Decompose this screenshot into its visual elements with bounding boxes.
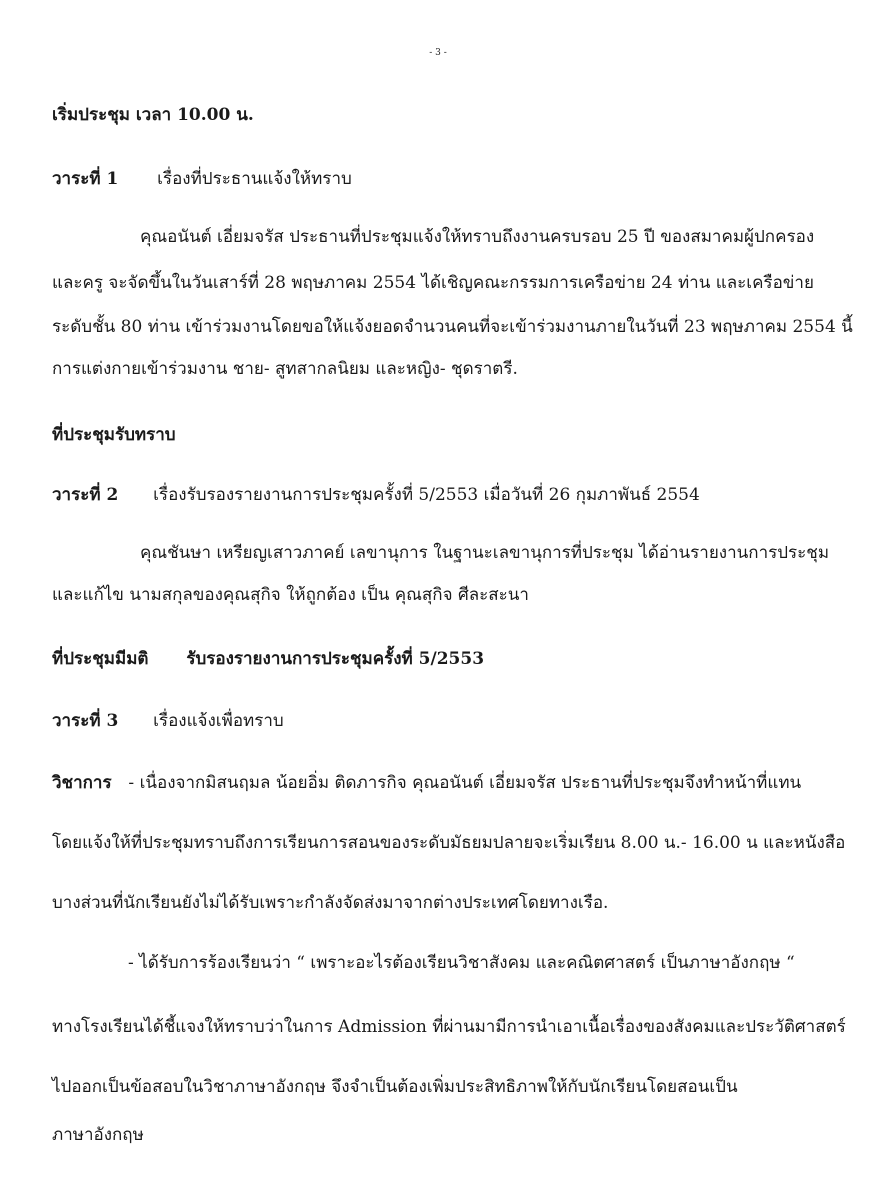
agenda-3-title: เรื่องแจ้งเพื่อทราบ (153, 711, 284, 731)
agenda-1-line-3: ระดับชั้น 80 ท่าน เข้าร่วมงานโดยขอให้แจ้งยอดจำนวนคนที่จะเข้าร่วมงานภายในวันที่ 23 พฤษภาคม 2554 นี้ (52, 317, 853, 337)
agenda-1-title: เรื่องที่ประธานแจ้งให้ทราบ (157, 169, 352, 189)
agenda-2-resolution-text: รับรองรายงานการประชุมครั้งที่ 5/2553 (186, 649, 485, 669)
agenda-3-heading (52, 710, 284, 732)
page-number: - 3 - (429, 48, 447, 58)
agenda-3-line-4: ทางโรงเรียนได้ชี้แจงให้ทราบว่าในการ Admission ที่ผ่านมามีการนำเอาเนื้อเรื่องของสังคมและประวัติศาสตร์ (52, 1017, 846, 1037)
agenda-2-line-2: และแก้ไข นามสกุลของคุณสุกิจ ให้ถูกต้อง เป็น คุณสุกิจ ศีละสะนา (52, 585, 529, 605)
agenda-1-line-1: คุณอนันต์ เอี่ยมจรัส ประธานที่ประชุมแจ้งให้ทราบถึงงานครบรอบ 25 ปี ของสมาคมผู้ปกครอง (140, 227, 815, 247)
agenda-3-line-3: - ได้รับการร้องเรียนว่า “ เพราะอะไรต้องเรียนวิชาสังคม และคณิตศาสตร์ เป็นภาษาอังกฤษ “ (128, 953, 795, 973)
meeting-opening: เริ่มประชุม เวลา 10.00 น. (52, 105, 254, 125)
agenda-3-academic-label: วิชาการ (52, 773, 112, 793)
agenda-1-label: วาระที่ 1 (52, 169, 119, 189)
agenda-3-line-1: โดยแจ้งให้ที่ประชุมทราบถึงการเรียนการสอนของระดับมัธยมปลายจะเริ่มเรียน 8.00 น.- 16.00 น และหนังสือ (52, 833, 846, 853)
agenda-1-resolution: ที่ประชุมรับทราบ (52, 425, 176, 445)
agenda-3-line-6: ภาษาอังกฤษ (52, 1125, 144, 1145)
agenda-3-line-5: ไปออกเป็นข้อสอบในวิชาภาษาอังกฤษ จึงจำเป็นต้องเพิ่มประสิทธิภาพให้กับนักเรียนโดยสอนเป็น (52, 1077, 738, 1097)
agenda-2-label: วาระที่ 2 (52, 485, 119, 505)
agenda-2-line-1: คุณชันษา เหรียญเสาวภาคย์ เลขานุการ ในฐานะเลขานุการที่ประชุม ได้อ่านรายงานการประชุม (140, 543, 830, 563)
agenda-3-academic-line (52, 772, 801, 794)
agenda-1-line-4: การแต่งกายเข้าร่วมงาน ชาย- สูทสากลนิยม และหญิง- ชุดราตรี. (52, 359, 518, 379)
agenda-3-label: วาระที่ 3 (52, 711, 119, 731)
agenda-2-resolution (52, 648, 484, 670)
agenda-2-heading (52, 484, 700, 506)
agenda-2-title: เรื่องรับรองรายงานการประชุมครั้งที่ 5/2553 เมื่อวันที่ 26 กุมภาพันธ์ 2554 (153, 485, 700, 505)
agenda-3-academic-text: - เนื่องจากมิสนฤมล น้อยอิ่ม ติดภารกิจ คุณอนันต์ เอี่ยมจรัส ประธานที่ประชุมจึงทำหน้าที่แทน (128, 773, 802, 793)
agenda-1-line-2: และครู จะจัดขึ้นในวันเสาร์ที่ 28 พฤษภาคม 2554 ได้เชิญคณะกรรมการเครือข่าย 24 ท่าน และเครือข่าย (52, 273, 814, 293)
agenda-2-resolution-label: ที่ประชุมมีมติ (52, 649, 149, 669)
agenda-3-line-2: บางส่วนที่นักเรียนยังไม่ได้รับเพราะกำลังจัดส่งมาจากต่างประเทศโดยทางเรือ. (52, 893, 609, 913)
agenda-1-heading (52, 168, 352, 190)
